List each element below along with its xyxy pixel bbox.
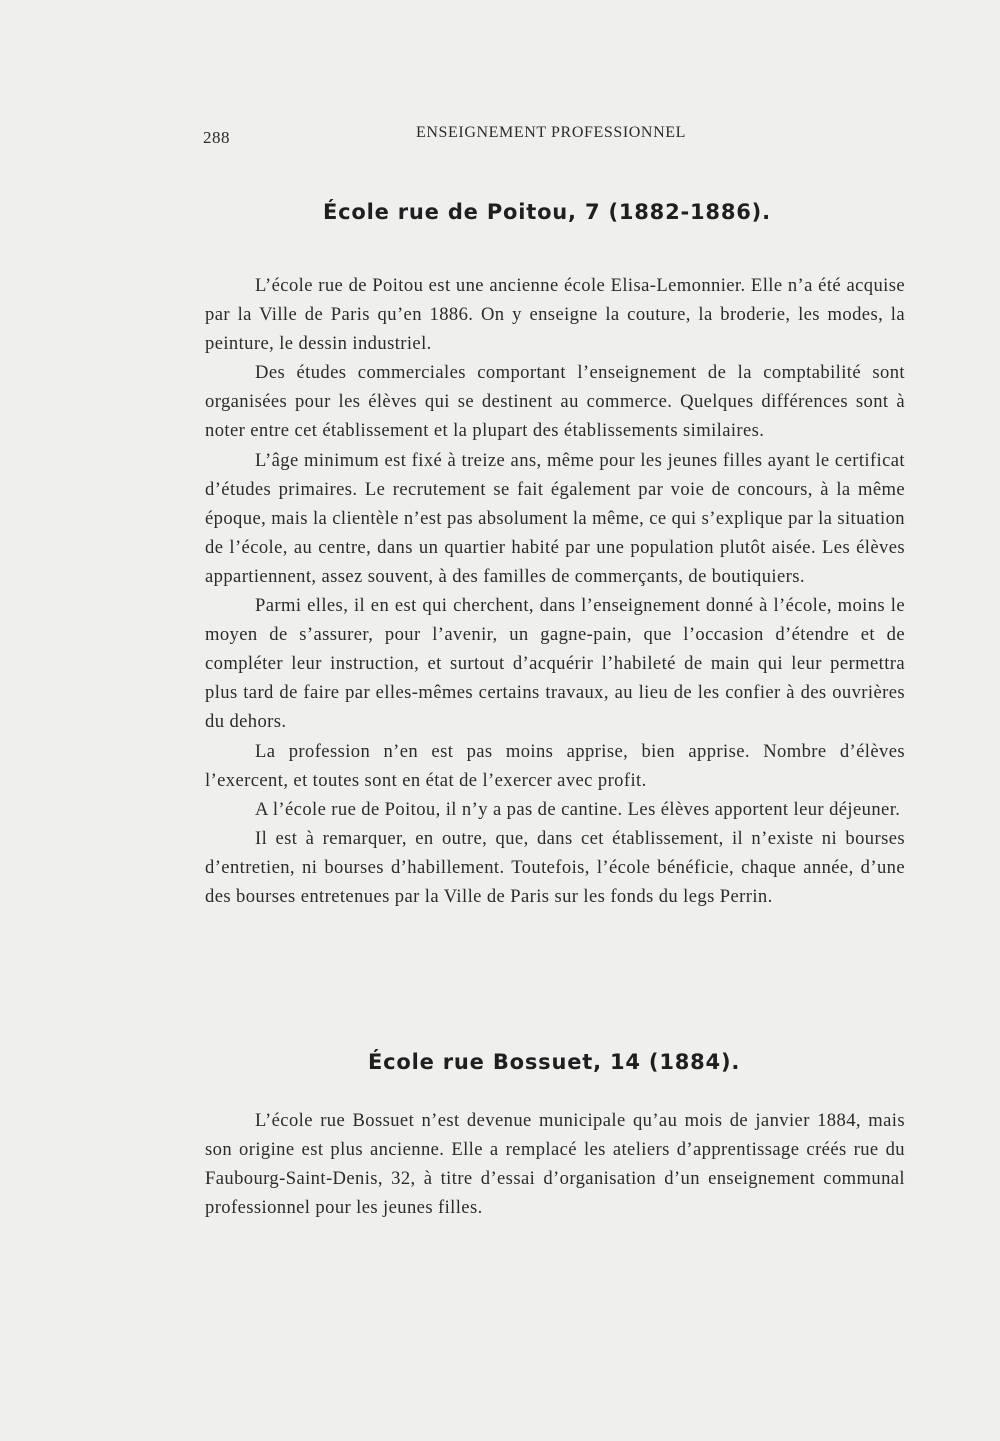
- section-body-poitou: [205, 271, 905, 911]
- section-title-poitou: École rue de Poitou, 7 (1882-1886).: [323, 200, 771, 224]
- paragraph: La profession n’en est pas moins apprise, bien apprise. Nombre d’élèves l’exercent, et toutes sont en état de l’exercer avec profit.: [205, 740, 905, 791]
- paragraph: Des études commerciales comportant l’enseignement de la comptabilité sont organisées pour les élèves qui se destinent au commerce. Quelques différences sont à noter entre cet établissement et la plupart des établissements similaires.: [205, 362, 905, 442]
- paragraph: L’école rue de Poitou est une ancienne école Elisa-Lemonnier. Elle n’a été acquise par la Ville de Paris qu’en 1886. On y enseigne la couture, la broderie, les modes, la peinture, le dessin industriel.: [205, 275, 905, 355]
- section-body-bossuet: [205, 1106, 905, 1222]
- page-number: 288: [203, 128, 230, 147]
- paragraph: L’école rue Bossuet n’est devenue municipale qu’au mois de janvier 1884, mais son origine est plus ancienne. Elle a remplacé les ateliers d’apprentissage créés rue du Faubourg-Saint-Denis, 32, à titre d’essai d’organisation d’un enseignement communal professionnel pour les jeunes filles.: [205, 1110, 905, 1219]
- paragraph: Il est à remarquer, en outre, que, dans cet établissement, il n’existe ni bourses d’entretien, ni bourses d’habillement. Toutefois, l’école bénéficie, chaque année, d’une des bourses entretenues par la Ville de Paris sur les fonds du legs Perrin.: [205, 827, 905, 907]
- running-head: ENSEIGNEMENT PROFESSIONNEL: [416, 124, 686, 141]
- paragraph: L’âge minimum est fixé à treize ans, même pour les jeunes filles ayant le certificat d’études primaires. Le recrutement se fait également par voie de concours, à la même époque, mais la clientèle n’est pas absolument la même, ce qui s’explique par la situation de l’école, au centre, dans un quartier habité par une population plutôt aisée. Les élèves appartiennent, assez souvent, à des familles de commerçants, de boutiquiers.: [205, 449, 905, 587]
- paragraph: Parmi elles, il en est qui cherchent, dans l’enseignement donné à l’école, moins le moyen de s’assurer, pour l’avenir, un gagne-pain, que l’occasion d’étendre et de compléter leur instruction, et surtout d’acquérir l’habileté de main qui leur permettra plus tard de faire par elles-mêmes certains travaux, au lieu de les confier à des ouvrières du dehors.: [205, 595, 905, 733]
- paragraph: A l’école rue de Poitou, il n’y a pas de cantine. Les élèves apportent leur déjeuner.: [255, 798, 901, 820]
- section-title-bossuet: École rue Bossuet, 14 (1884).: [368, 1050, 741, 1074]
